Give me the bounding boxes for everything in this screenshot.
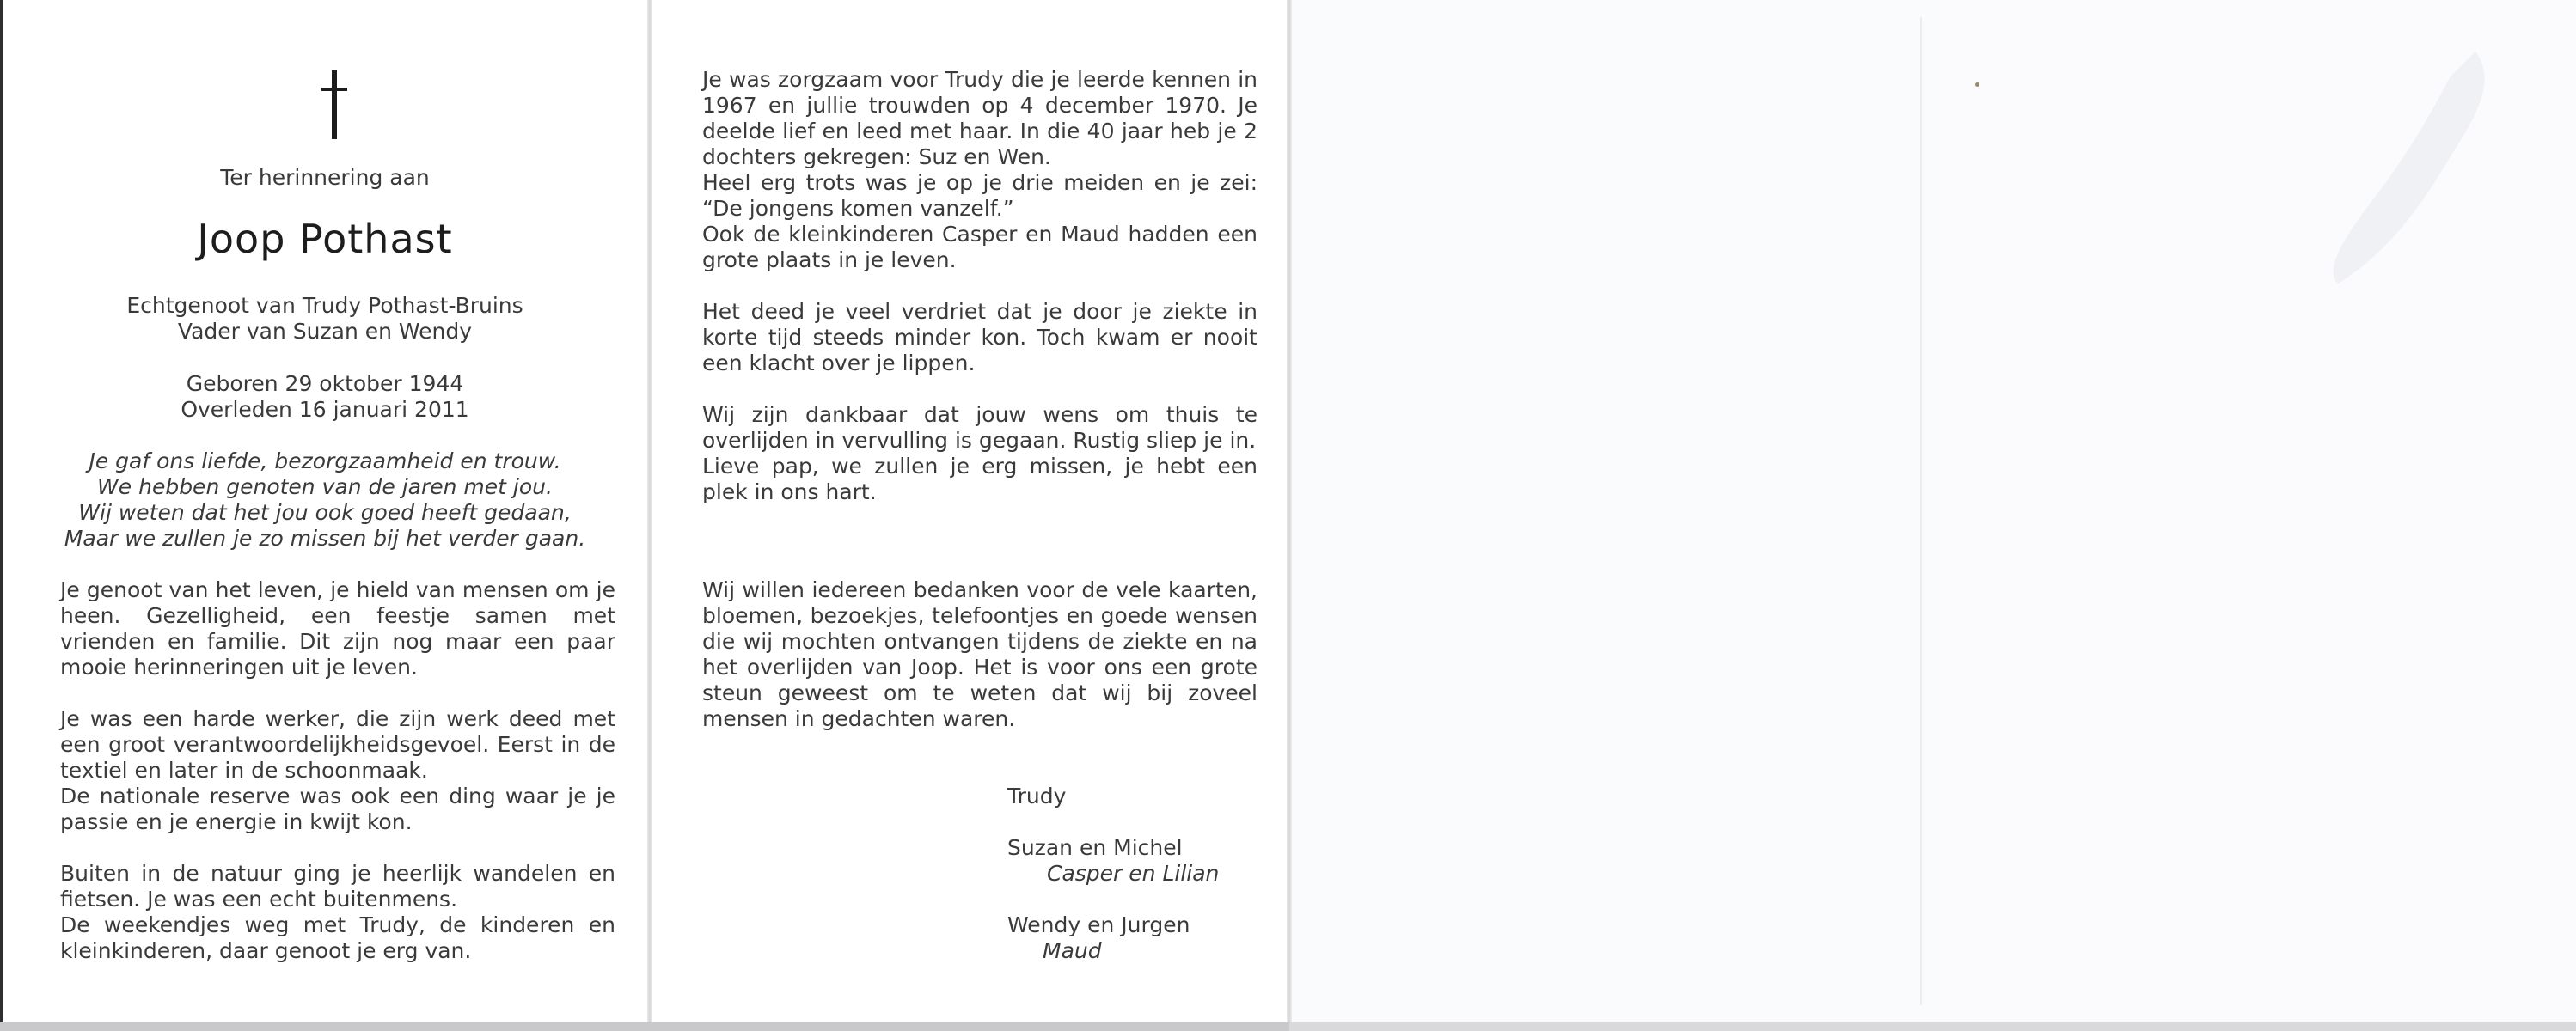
card-edge-line [1287, 0, 1292, 1031]
paragraph-text: Het deed je veel verdriet dat je door je ziekte in korte tijd steeds minder kon. Toch kwam er nooit een klacht over je lippen. [702, 299, 1257, 375]
death-date: Overleden 16 januari 2011 [181, 397, 469, 422]
signature-trudy: Trudy [1007, 784, 1067, 808]
birth-date: Geboren 29 oktober 1944 [186, 371, 464, 396]
relation-spouse: Echtgenoot van Trudy Pothast-Bruins [126, 293, 523, 318]
poem-line: Wij weten dat het jou ook goed heeft gedaan, [78, 500, 572, 525]
paragraph-text: Wij willen iedereen bedanken voor de vele kaarten, bloemen, bezoekjes, telefoontjes en goede wensen die wij mochten ontvangen tijdens de ziekte en na het overlijden van Joop. Het is voor ons een grote steun geweest om te weten dat wij bij zoveel mensen in gedachten waren. [702, 577, 1257, 731]
paragraph-gratitude [702, 402, 1257, 505]
paragraph-nature [60, 861, 615, 964]
crease-line [1920, 17, 1922, 1005]
paragraph-illness [702, 299, 1257, 376]
paragraph-text: Je was een harde werker, die zijn werk deed met een groot verantwoordelijkheidsgevoel. Eerst in de textiel en later in de schoonmaak. De nationale reserve was ook een ding waar je je passie en je energie in kwijt kon. [60, 706, 615, 834]
paper-speck [1975, 82, 1979, 87]
paragraph-thanks [702, 577, 1257, 732]
poem-line: We hebben genoten van de jaren met jou. [97, 474, 553, 499]
paragraph-life [60, 577, 615, 680]
signature-wendy: Wendy en Jurgen [1007, 912, 1190, 937]
paragraph-work [60, 706, 615, 835]
poem-line: Je gaf ons liefde, bezorgzaamheid en trouw. [89, 448, 561, 473]
paper-smudge [2304, 34, 2501, 292]
signature-suzan-children: Casper en Lilian [1047, 861, 1220, 886]
signature-suzan: Suzan en Michel [1007, 835, 1183, 860]
signature-wendy-children: Maud [1043, 938, 1102, 963]
poem-line: Maar we zullen je zo missen bij het verder gaan. [64, 526, 586, 551]
relation-father: Vader van Suzan en Wendy [177, 319, 473, 344]
paragraph-text: Wij zijn dankbaar dat jouw wens om thuis te overlijden in vervulling is gegaan. Rustig sliep je in. Lieve pap, we zullen je erg missen, je hebt een plek in ons hart. [702, 402, 1257, 504]
paragraph-family [702, 67, 1257, 273]
intro-text: Ter herinnering aan [220, 165, 430, 190]
paragraph-text: Je genoot van het leven, je hield van mensen om je heen. Gezelligheid, een feestje samen met vrienden en familie. Dit zijn nog maar een paar mooie herinneringen uit je leven. [60, 577, 615, 680]
poem [0, 448, 650, 552]
paragraph-text: Je was zorgzaam voor Trudy die je leerde kennen in 1967 en jullie trouwden op 4 december 1970. Je deelde lief en leed met haar. In die 40 jaar heb je 2 dochters gekregen: Suz en Wen. Heel erg trots was je op je drie meiden en je zei: “De jongens komen vanzelf.” Ook de kleinkinderen Casper en Maud hadden een grote plaats in je leven. [702, 67, 1257, 272]
card-bottom-edge [0, 1022, 1289, 1031]
deceased-name: Joop Pothast [197, 216, 453, 262]
paragraph-text: Buiten in de natuur ging je heerlijk wandelen en fietsen. Je was een echt buitenmens. De weekendjes weg met Trudy, de kinderen en kleinkinderen, daar genoot je erg van. [60, 861, 615, 963]
latin-cross-icon [301, 70, 368, 139]
card-blank-page [1289, 0, 1941, 1031]
